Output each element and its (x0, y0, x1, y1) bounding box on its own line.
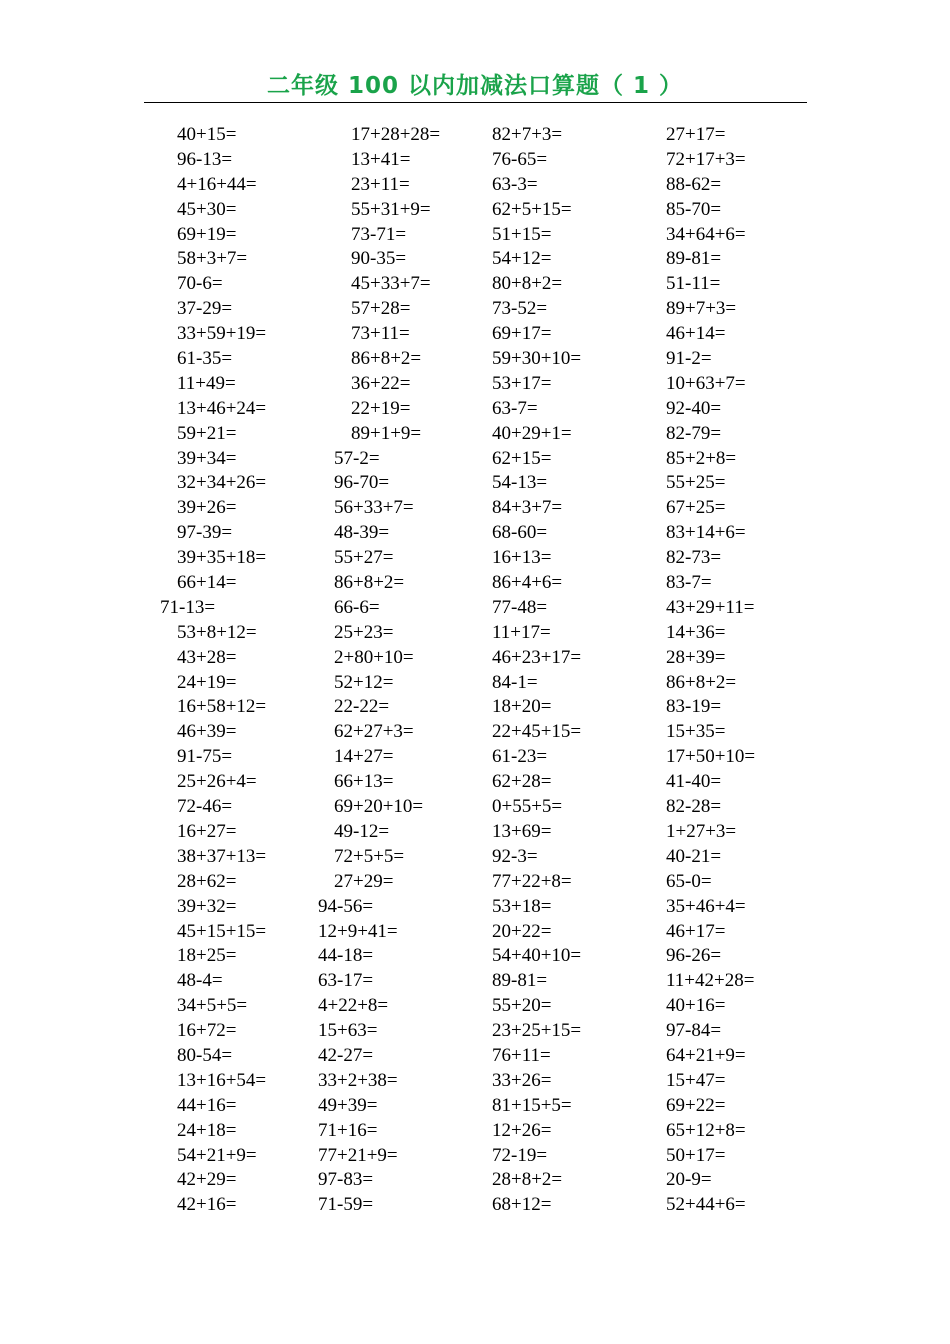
problem-item: 36+22= (351, 372, 411, 394)
problem-item: 13+46+24= (177, 397, 267, 419)
problem-item: 20+22= (492, 920, 552, 942)
problem-item: 49-12= (334, 820, 390, 842)
problem-item: 63-17= (318, 970, 374, 992)
problem-item: 28+8+2= (492, 1169, 563, 1191)
problem-item: 89-81= (492, 970, 548, 992)
problem-item: 67+25= (666, 497, 726, 519)
problem-item: 71+16= (318, 1119, 378, 1141)
problem-item: 92-3= (492, 845, 538, 867)
problem-item: 51+15= (492, 223, 552, 245)
title-underline (144, 102, 807, 103)
problem-item: 17+28+28= (351, 124, 441, 145)
problem-item: 45+33+7= (351, 273, 431, 295)
problem-item: 12+26= (492, 1119, 552, 1141)
problem-item: 63-7= (492, 397, 538, 419)
problem-item: 27+29= (334, 870, 394, 892)
problem-item: 13+69= (492, 820, 552, 842)
problem-item: 97-83= (318, 1169, 374, 1191)
problem-item: 18+20= (492, 696, 552, 718)
problem-item: 86+8+2= (351, 348, 422, 370)
problem-item: 18+25= (177, 945, 237, 967)
problem-item: 17+50+10= (666, 746, 756, 768)
problem-item: 83-19= (666, 696, 722, 718)
problem-item: 34+5+5= (177, 995, 248, 1017)
problem-item: 69+22= (666, 1094, 726, 1116)
problem-item: 90-35= (351, 248, 407, 270)
problem-item: 10+63+7= (666, 372, 746, 394)
problem-item: 86+4+6= (492, 572, 563, 594)
problem-item: 71-13= (160, 596, 216, 618)
problem-item: 82-73= (666, 547, 722, 569)
problem-item: 48-4= (177, 970, 223, 992)
problem-item: 24+19= (177, 671, 237, 693)
problem-item: 25+26+4= (177, 771, 257, 793)
problem-item: 68-60= (492, 522, 548, 544)
problem-item: 63-3= (492, 173, 538, 195)
problem-item: 97-39= (177, 522, 233, 544)
problem-item: 73-52= (492, 298, 548, 320)
problem-item: 14+27= (334, 746, 394, 768)
problem-item: 62+15= (492, 447, 552, 469)
problem-item: 55+27= (334, 547, 394, 569)
problem-item: 91-2= (666, 348, 712, 370)
problem-column-2 (318, 123, 441, 1218)
problem-item: 65-0= (666, 870, 712, 892)
problem-item: 52+12= (334, 671, 394, 693)
problem-item: 96-70= (334, 472, 390, 494)
problem-item: 40+16= (666, 995, 726, 1017)
problem-item: 97-84= (666, 1020, 722, 1042)
problem-item: 86+8+2= (334, 572, 405, 594)
problem-item: 23+25+15= (492, 1020, 582, 1042)
problem-item: 22-22= (334, 696, 390, 718)
problem-item: 91-75= (177, 746, 233, 768)
problem-item: 28+62= (177, 870, 237, 892)
problem-item: 62+28= (492, 771, 552, 793)
problem-item: 58+3+7= (177, 248, 248, 270)
problem-item: 73-71= (351, 223, 407, 245)
problem-item: 86+8+2= (666, 671, 737, 693)
problem-item: 88-62= (666, 173, 722, 195)
problem-item: 44+16= (177, 1094, 237, 1116)
problem-item: 52+44+6= (666, 1194, 746, 1216)
problem-item: 77+22+8= (492, 870, 572, 892)
problem-item: 61-23= (492, 746, 548, 768)
problem-item: 72+5+5= (334, 845, 405, 867)
problem-item: 12+9+41= (318, 920, 398, 942)
problem-item: 53+18= (492, 895, 552, 917)
problem-item: 66+13= (334, 771, 394, 793)
problem-item: 16+27= (177, 820, 237, 842)
problem-item: 57-2= (334, 447, 380, 469)
problem-item: 83+14+6= (666, 522, 746, 544)
problem-item: 80-54= (177, 1044, 233, 1066)
problem-item: 62+27+3= (334, 721, 414, 743)
problem-item: 65+12+8= (666, 1119, 746, 1141)
problem-item: 55+31+9= (351, 198, 431, 220)
problem-item: 85+2+8= (666, 447, 737, 469)
problem-item: 53+17= (492, 372, 552, 394)
problem-item: 38+37+13= (177, 845, 267, 867)
problem-item: 66+14= (177, 572, 237, 594)
problem-item: 40+29+1= (492, 422, 572, 444)
problem-item: 62+5+15= (492, 198, 572, 220)
problem-item: 46+39= (177, 721, 237, 743)
problem-item: 45+15+15= (177, 920, 267, 942)
problem-item: 2+80+10= (334, 646, 414, 668)
problem-item: 35+46+4= (666, 895, 746, 917)
problem-item: 16+58+12= (177, 696, 267, 718)
problem-item: 54+12= (492, 248, 552, 270)
problem-item: 84+3+7= (492, 497, 563, 519)
problem-item: 94-56= (318, 895, 374, 917)
problem-item: 42+16= (177, 1194, 237, 1216)
problem-item: 4+16+44= (177, 173, 257, 195)
problem-item: 0+55+5= (492, 796, 563, 818)
problem-item: 83-7= (666, 572, 712, 594)
problem-item: 64+21+9= (666, 1044, 746, 1066)
problem-item: 55+25= (666, 472, 726, 494)
problem-item: 59+30+10= (492, 348, 582, 370)
problem-item: 23+11= (351, 173, 410, 195)
problem-item: 57+28= (351, 298, 411, 320)
problem-item: 96-26= (666, 945, 722, 967)
problem-item: 39+35+18= (177, 547, 267, 569)
problem-item: 45+30= (177, 198, 237, 220)
problem-item: 11+42+28= (666, 970, 755, 992)
problem-item: 42+29= (177, 1169, 237, 1191)
problem-item: 69+19= (177, 223, 237, 245)
problem-item: 48-39= (334, 522, 390, 544)
problem-item: 44-18= (318, 945, 374, 967)
problem-column-3 (492, 123, 581, 1218)
problem-item: 54+21+9= (177, 1144, 257, 1166)
problem-item: 69+17= (492, 323, 552, 345)
problem-item: 89-81= (666, 248, 722, 270)
problem-item: 34+64+6= (666, 223, 746, 245)
problem-item: 59+21= (177, 422, 237, 444)
problem-item: 33+26= (492, 1069, 552, 1091)
problem-item: 96-13= (177, 148, 233, 170)
problem-item: 40-21= (666, 845, 722, 867)
problem-item: 39+34= (177, 447, 237, 469)
problem-item: 89+1+9= (351, 422, 422, 444)
problem-item: 25+23= (334, 621, 394, 643)
problem-item: 68+12= (492, 1194, 552, 1216)
problem-item: 49+39= (318, 1094, 378, 1116)
problem-item: 84-1= (492, 671, 538, 693)
problem-item: 73+11= (351, 323, 410, 345)
problem-item: 11+49= (177, 372, 236, 394)
problem-item: 11+17= (492, 621, 551, 643)
problem-item: 33+59+19= (177, 323, 267, 345)
problem-item: 13+41= (351, 148, 411, 170)
problem-item: 81+15+5= (492, 1094, 572, 1116)
worksheet-title: 二年级 100 以内加减法口算题（ 1 ） (266, 73, 684, 99)
problem-item: 24+18= (177, 1119, 237, 1141)
problem-item: 50+17= (666, 1144, 726, 1166)
problem-item: 4+22+8= (318, 995, 389, 1017)
problem-item: 40+15= (177, 124, 237, 145)
problem-item: 15+63= (318, 1020, 378, 1042)
problem-item: 20-9= (666, 1169, 712, 1191)
problem-item: 15+47= (666, 1069, 726, 1091)
problem-item: 28+39= (666, 646, 726, 668)
problem-item: 82-79= (666, 422, 722, 444)
problem-item: 46+14= (666, 323, 726, 345)
problem-item: 22+45+15= (492, 721, 582, 743)
problem-item: 72-19= (492, 1144, 548, 1166)
problem-item: 39+32= (177, 895, 237, 917)
problem-item: 72+17+3= (666, 148, 746, 170)
problem-item: 39+26= (177, 497, 237, 519)
problem-item: 72-46= (177, 796, 233, 818)
problem-item: 46+17= (666, 920, 726, 942)
problem-item: 77-48= (492, 596, 548, 618)
problem-item: 61-35= (177, 348, 233, 370)
problem-item: 56+33+7= (334, 497, 414, 519)
problem-item: 43+29+11= (666, 596, 755, 618)
problem-item: 27+17= (666, 124, 726, 145)
problem-item: 22+19= (351, 397, 411, 419)
problem-item: 55+20= (492, 995, 552, 1017)
problem-item: 54-13= (492, 472, 548, 494)
problem-item: 42-27= (318, 1044, 374, 1066)
problem-column-1 (160, 123, 267, 1218)
problem-item: 66-6= (334, 596, 380, 618)
problem-column-4 (666, 123, 755, 1218)
problem-item: 1+27+3= (666, 820, 737, 842)
problem-item: 89+7+3= (666, 298, 737, 320)
problem-item: 16+72= (177, 1020, 237, 1042)
problem-item: 37-29= (177, 298, 233, 320)
problem-item: 32+34+26= (177, 472, 267, 494)
problem-item: 13+16+54= (177, 1069, 267, 1091)
problem-item: 51-11= (666, 273, 721, 295)
problem-item: 46+23+17= (492, 646, 582, 668)
problem-item: 77+21+9= (318, 1144, 398, 1166)
problem-item: 15+35= (666, 721, 726, 743)
problem-item: 82-28= (666, 796, 722, 818)
problem-item: 70-6= (177, 273, 223, 295)
problem-item: 43+28= (177, 646, 237, 668)
problem-item: 71-59= (318, 1194, 374, 1216)
problem-item: 92-40= (666, 397, 722, 419)
problem-item: 85-70= (666, 198, 722, 220)
problem-item: 54+40+10= (492, 945, 582, 967)
problem-item: 14+36= (666, 621, 726, 643)
problem-item: 76+11= (492, 1044, 551, 1066)
problem-item: 16+13= (492, 547, 552, 569)
problem-item: 76-65= (492, 148, 548, 170)
problem-item: 80+8+2= (492, 273, 563, 295)
problem-item: 69+20+10= (334, 796, 424, 818)
problem-item: 82+7+3= (492, 124, 563, 145)
problem-item: 53+8+12= (177, 621, 257, 643)
problem-item: 33+2+38= (318, 1069, 398, 1091)
problem-item: 41-40= (666, 771, 722, 793)
